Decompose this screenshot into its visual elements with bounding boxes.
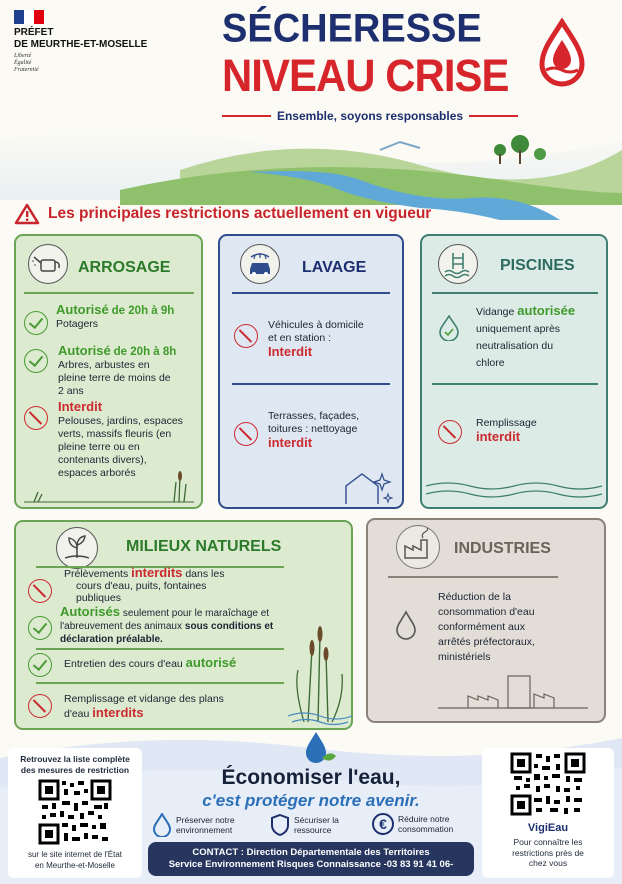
status-autorisee: autorisée — [517, 303, 576, 318]
water-drop-icon — [394, 610, 418, 640]
rule-text-line: verts, massifs fleuris (en — [58, 428, 172, 440]
water-drop-check-icon — [438, 315, 460, 341]
watering-can-icon — [28, 244, 68, 284]
shield-icon — [270, 813, 290, 837]
title-secheresse: SÉCHERESSE — [222, 6, 482, 52]
forbidden-icon — [24, 406, 48, 430]
rule-text: seulement pour le maraîchage et — [122, 608, 270, 619]
arrosage-rule-arbres — [58, 344, 198, 398]
milieux-separator — [36, 682, 284, 684]
rule-text-bold: sous conditions et — [184, 621, 274, 632]
rule-text-line: arrêtés préfectoraux, — [438, 636, 535, 648]
status-interdit: Interdit — [268, 344, 313, 359]
department-label: DE MEURTHE-ET-MOSELLE — [14, 39, 148, 50]
pool-ladder-icon — [438, 244, 478, 284]
piscines-rule-remplissage — [476, 417, 602, 445]
rule-text-line: publiques — [76, 592, 121, 604]
rule-text-bold: déclaration préalable. — [60, 634, 163, 645]
benefit-line: environnement — [176, 825, 233, 835]
status-autorise: Autorisé — [58, 343, 111, 358]
reeds-illustration — [288, 618, 352, 726]
benefit-ressource — [270, 813, 339, 837]
milieux-title: MILIEUX NATURELS — [126, 538, 282, 555]
lavage-title: LAVAGE — [302, 259, 367, 276]
site-line: sur le site internet de l'État — [27, 850, 123, 859]
status-interdit: Interdit — [58, 399, 103, 414]
site-line: en Meurthe-et-Moselle — [34, 860, 116, 870]
section-title-text: Les principales restrictions actuellement en vigueur — [48, 205, 432, 222]
arrosage-rule-potagers — [56, 303, 196, 331]
rule-text: Remplissage — [476, 417, 537, 429]
rule-text-line: uniquement après — [476, 323, 561, 335]
arrosage-separator — [24, 292, 194, 294]
authorized-check-icon — [24, 349, 48, 373]
motto-fraternite: Fraternité — [14, 67, 39, 73]
rule-text-line: cours d'eau, puits, fontaines — [76, 580, 207, 592]
rule-text-line: contenants divers), — [58, 454, 147, 466]
arrosage-title: ARROSAGE — [78, 259, 171, 276]
milieux-rule-plans-eau — [64, 693, 294, 721]
milieux-rule-prelevements — [64, 567, 284, 604]
card-piscines — [420, 234, 608, 509]
motto-liberte: Liberté — [14, 53, 32, 59]
rule-text: d'eau — [64, 708, 90, 720]
rule-text-line: conformément aux — [438, 621, 525, 633]
water-waves-illustration — [426, 476, 604, 504]
benefit-environnement — [152, 813, 235, 837]
benefit-line: consommation — [398, 824, 454, 834]
forbidden-icon — [28, 694, 52, 718]
lavage-rule-vehicules — [268, 319, 398, 360]
rule-text-line: pleine terre de moins de — [58, 372, 171, 384]
rule-text: l'abreuvement des animaux — [60, 621, 182, 632]
authorized-check-icon — [24, 311, 48, 335]
industries-rule — [438, 590, 588, 665]
forbidden-icon — [234, 422, 258, 446]
rule-text-line: ministériels — [438, 651, 491, 663]
vigieau-line: chez vous — [528, 858, 568, 868]
piscines-title: PISCINES — [500, 257, 575, 274]
authorized-check-icon — [28, 616, 52, 640]
milieux-separator — [36, 648, 284, 650]
heading-line: Retrouvez la liste complète — [20, 754, 130, 764]
rule-text-line: toitures : nettoyage — [268, 423, 358, 435]
rule-text-line: et en station : — [268, 332, 332, 344]
forbidden-icon — [234, 324, 258, 348]
benefit-line: Réduire notre — [398, 814, 450, 824]
contact-ddt: Direction Départementale des Territoires — [246, 847, 430, 858]
slogan: Ensemble, soyons responsables — [276, 109, 464, 123]
piscines-rule-vidange — [476, 302, 602, 372]
factory-skyline-illustration — [438, 670, 588, 710]
euro-icon: € — [372, 813, 394, 835]
card-milieux-naturels — [14, 520, 353, 730]
card-arrosage — [14, 234, 203, 509]
piscines-separator — [432, 383, 598, 385]
plant-hand-icon — [56, 527, 98, 569]
lavage-rule-terrasses — [268, 410, 398, 451]
prefecture-name — [14, 27, 147, 51]
rule-text: Remplissage et vidange des plans — [64, 693, 224, 705]
car-wash-icon — [240, 244, 280, 284]
restriction-list-site — [8, 850, 142, 871]
forbidden-icon — [438, 420, 462, 444]
status-interdits: interdits — [131, 565, 183, 580]
status-interdit: interdit — [268, 435, 313, 450]
forbidden-icon — [28, 579, 52, 603]
status-autorise: autorisé — [185, 655, 237, 670]
vigieau-panel — [482, 748, 614, 878]
warning-triangle-icon — [14, 203, 40, 225]
vigieau-title[interactable]: VigiEau — [527, 822, 569, 834]
status-autorise: Autorisé — [56, 302, 109, 317]
prefet-label: PRÉFET — [14, 27, 54, 38]
french-flag-icon — [14, 10, 44, 24]
benefit-line: Préserver notre — [176, 815, 235, 825]
water-drop-leaf-icon — [300, 730, 338, 766]
rule-text-line: Réduction de la — [438, 591, 511, 603]
card-lavage — [218, 234, 404, 509]
rule-text: Potagers — [56, 318, 99, 330]
motto-egalite: Égalité — [14, 60, 32, 66]
drop-icon — [152, 813, 172, 837]
authorized-check-icon — [28, 653, 52, 677]
hours-20h-8h: de 20h à 8h — [113, 346, 177, 358]
rule-text-line: Terrasses, façades, — [268, 410, 360, 422]
grass-illustration — [24, 458, 194, 506]
benefit-consommation — [372, 813, 453, 835]
rule-text-line: pleine terre ou en — [58, 441, 140, 453]
card-industries — [366, 518, 606, 723]
status-autorises: Autorisés — [60, 604, 120, 619]
milieux-rule-maraichage — [60, 606, 314, 646]
rule-text-line: espaces arborés — [58, 467, 136, 479]
rule-text-prefix: Vidange — [476, 306, 515, 318]
benefit-line: Sécuriser la — [294, 815, 339, 825]
clean-house-icon — [340, 468, 396, 506]
status-interdits: interdits — [92, 705, 144, 720]
economiser-eau-heading: Économiser l'eau, — [221, 766, 401, 789]
contact-service-phone: Service Environnement Risques Connaissance -03 83 91 41 06- — [168, 859, 454, 870]
qr-code-vigieau[interactable] — [510, 752, 586, 816]
rule-text-line: chlore — [476, 357, 505, 369]
rule-text-suffix: dans les — [185, 568, 225, 580]
rule-text-line: Pelouses, jardins, espaces — [58, 415, 183, 427]
status-interdit: interdit — [476, 429, 521, 444]
contact-label: CONTACT : — [192, 847, 244, 858]
title-niveau-crise: NIVEAU CRISE — [222, 50, 509, 101]
rule-text-line: neutralisation du — [476, 340, 554, 352]
rule-text: Entretien des cours d'eau — [64, 658, 183, 670]
heading-line: des mesures de restriction — [20, 765, 130, 775]
rule-text-line: consommation d'eau — [438, 606, 535, 618]
proteger-avenir-subheading: c'est protéger notre avenir. — [202, 791, 420, 810]
contact-banner — [148, 842, 474, 876]
republic-motto — [14, 53, 39, 74]
rule-text-line: Véhicules à domicile — [268, 319, 364, 331]
water-drop-logo-icon — [534, 18, 590, 92]
hours-20h-9h: de 20h à 9h — [111, 305, 175, 317]
piscines-separator — [432, 292, 598, 294]
lavage-separator — [232, 292, 390, 294]
benefit-line: ressource — [294, 825, 332, 835]
rule-text-prefix: Prélèvements — [64, 568, 129, 580]
industries-title: INDUSTRIES — [454, 540, 551, 557]
section-title — [14, 203, 431, 225]
industries-separator — [388, 576, 558, 578]
milieux-rule-entretien — [64, 656, 294, 671]
vigieau-line: restrictions près de — [512, 847, 584, 858]
rule-text-line: 2 ans — [58, 385, 84, 397]
vigieau-line: Pour connaître les — [513, 837, 583, 847]
vigieau-description — [482, 837, 614, 869]
factory-icon — [396, 525, 440, 569]
rule-text-line: Arbres, arbustes en — [58, 359, 150, 371]
lavage-separator — [232, 383, 390, 385]
